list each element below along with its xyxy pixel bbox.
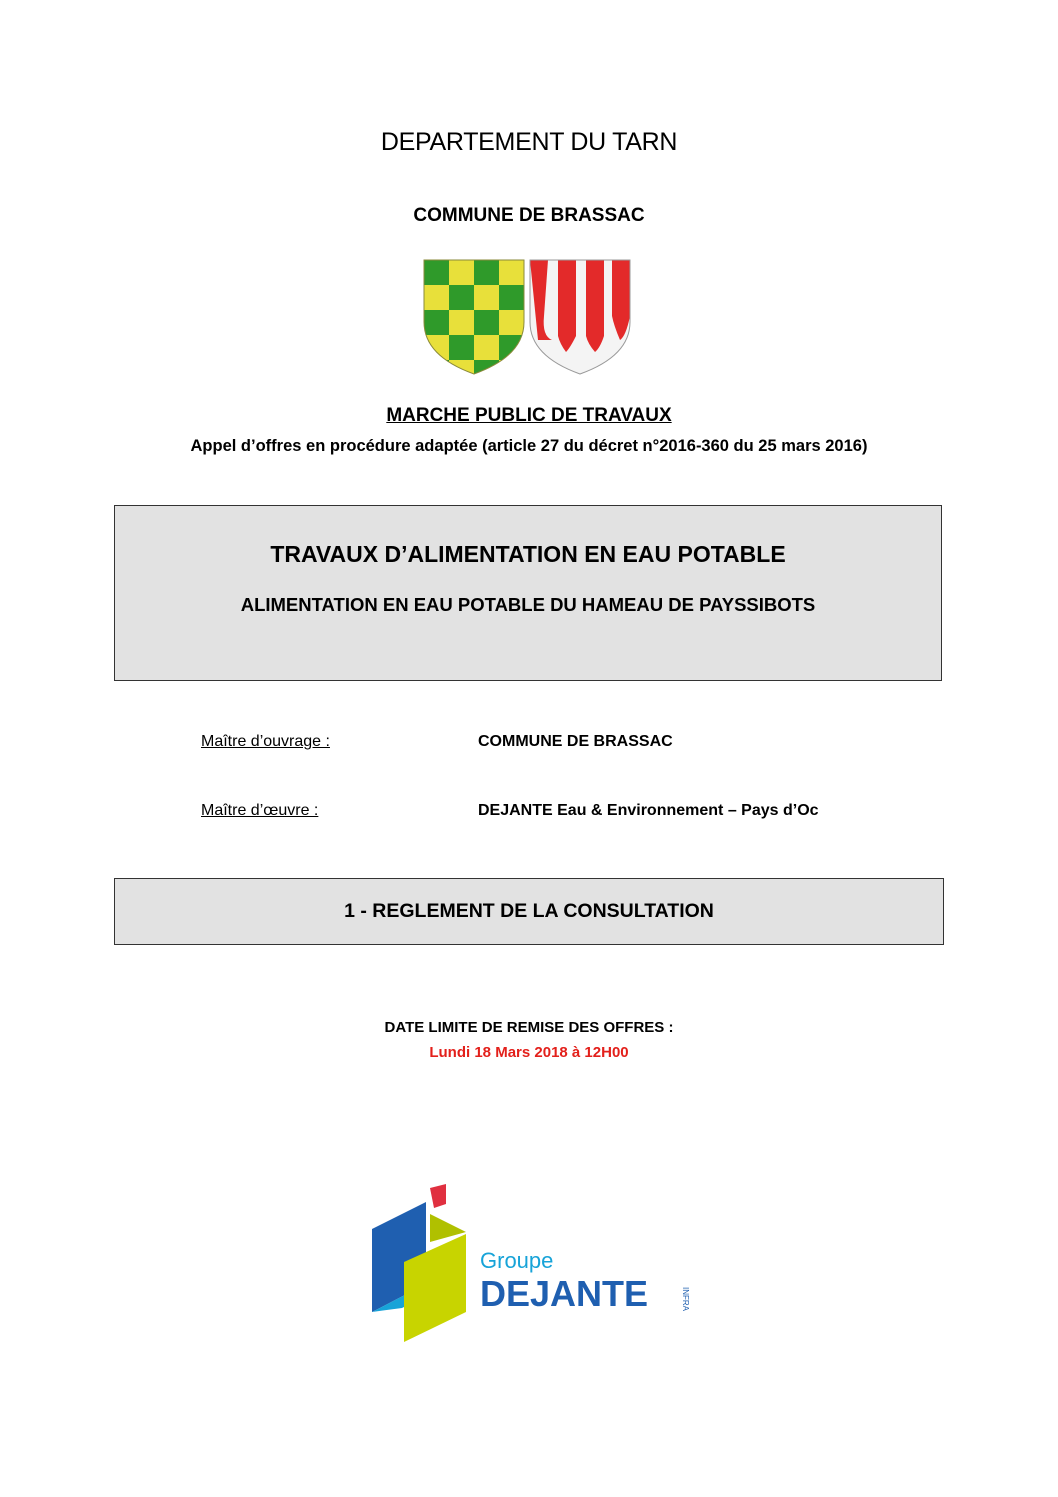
contractor-label: Maître d’œuvre : <box>201 802 319 819</box>
owner-value: COMMUNE DE BRASSAC <box>478 733 673 750</box>
deadline-label: DATE LIMITE DE REMISE DES OFFRES : <box>384 1019 674 1036</box>
logo-brand-text: DEJANTE <box>480 1273 649 1314</box>
commune-title: COMMUNE DE BRASSAC <box>413 205 645 226</box>
project-title-box <box>114 505 942 681</box>
contractor-value: DEJANTE Eau & Environnement – Pays d’Oc <box>478 802 819 819</box>
striped-shield-icon <box>526 256 636 378</box>
project-subtitle: ALIMENTATION EN EAU POTABLE DU HAMEAU DE PAYSSIBOTS <box>240 594 816 615</box>
checkered-shield-icon <box>420 256 530 378</box>
department-title: DEPARTEMENT DU TARN <box>380 128 678 156</box>
section-title-box <box>114 878 944 945</box>
dejante-cube-icon <box>372 1184 466 1342</box>
section-title: 1 - REGLEMENT DE LA CONSULTATION <box>344 900 714 922</box>
logo-group-text: Groupe <box>480 1248 554 1273</box>
owner-label: Maître d’ouvrage : <box>201 733 330 750</box>
deadline-value: Lundi 18 Mars 2018 à 12H00 <box>429 1044 629 1061</box>
procedure-description: Appel d’offres en procédure adaptée (article 27 du décret n°2016-360 du 25 mars 2016) <box>190 437 868 455</box>
project-title: TRAVAUX D’ALIMENTATION EN EAU POTABLE <box>270 541 786 567</box>
logo-tag-text: INFRA <box>681 1287 690 1311</box>
contract-type: MARCHE PUBLIC DE TRAVAUX <box>386 405 672 426</box>
coat-of-arms-emblem <box>420 256 636 378</box>
dejante-logo <box>368 1184 698 1344</box>
